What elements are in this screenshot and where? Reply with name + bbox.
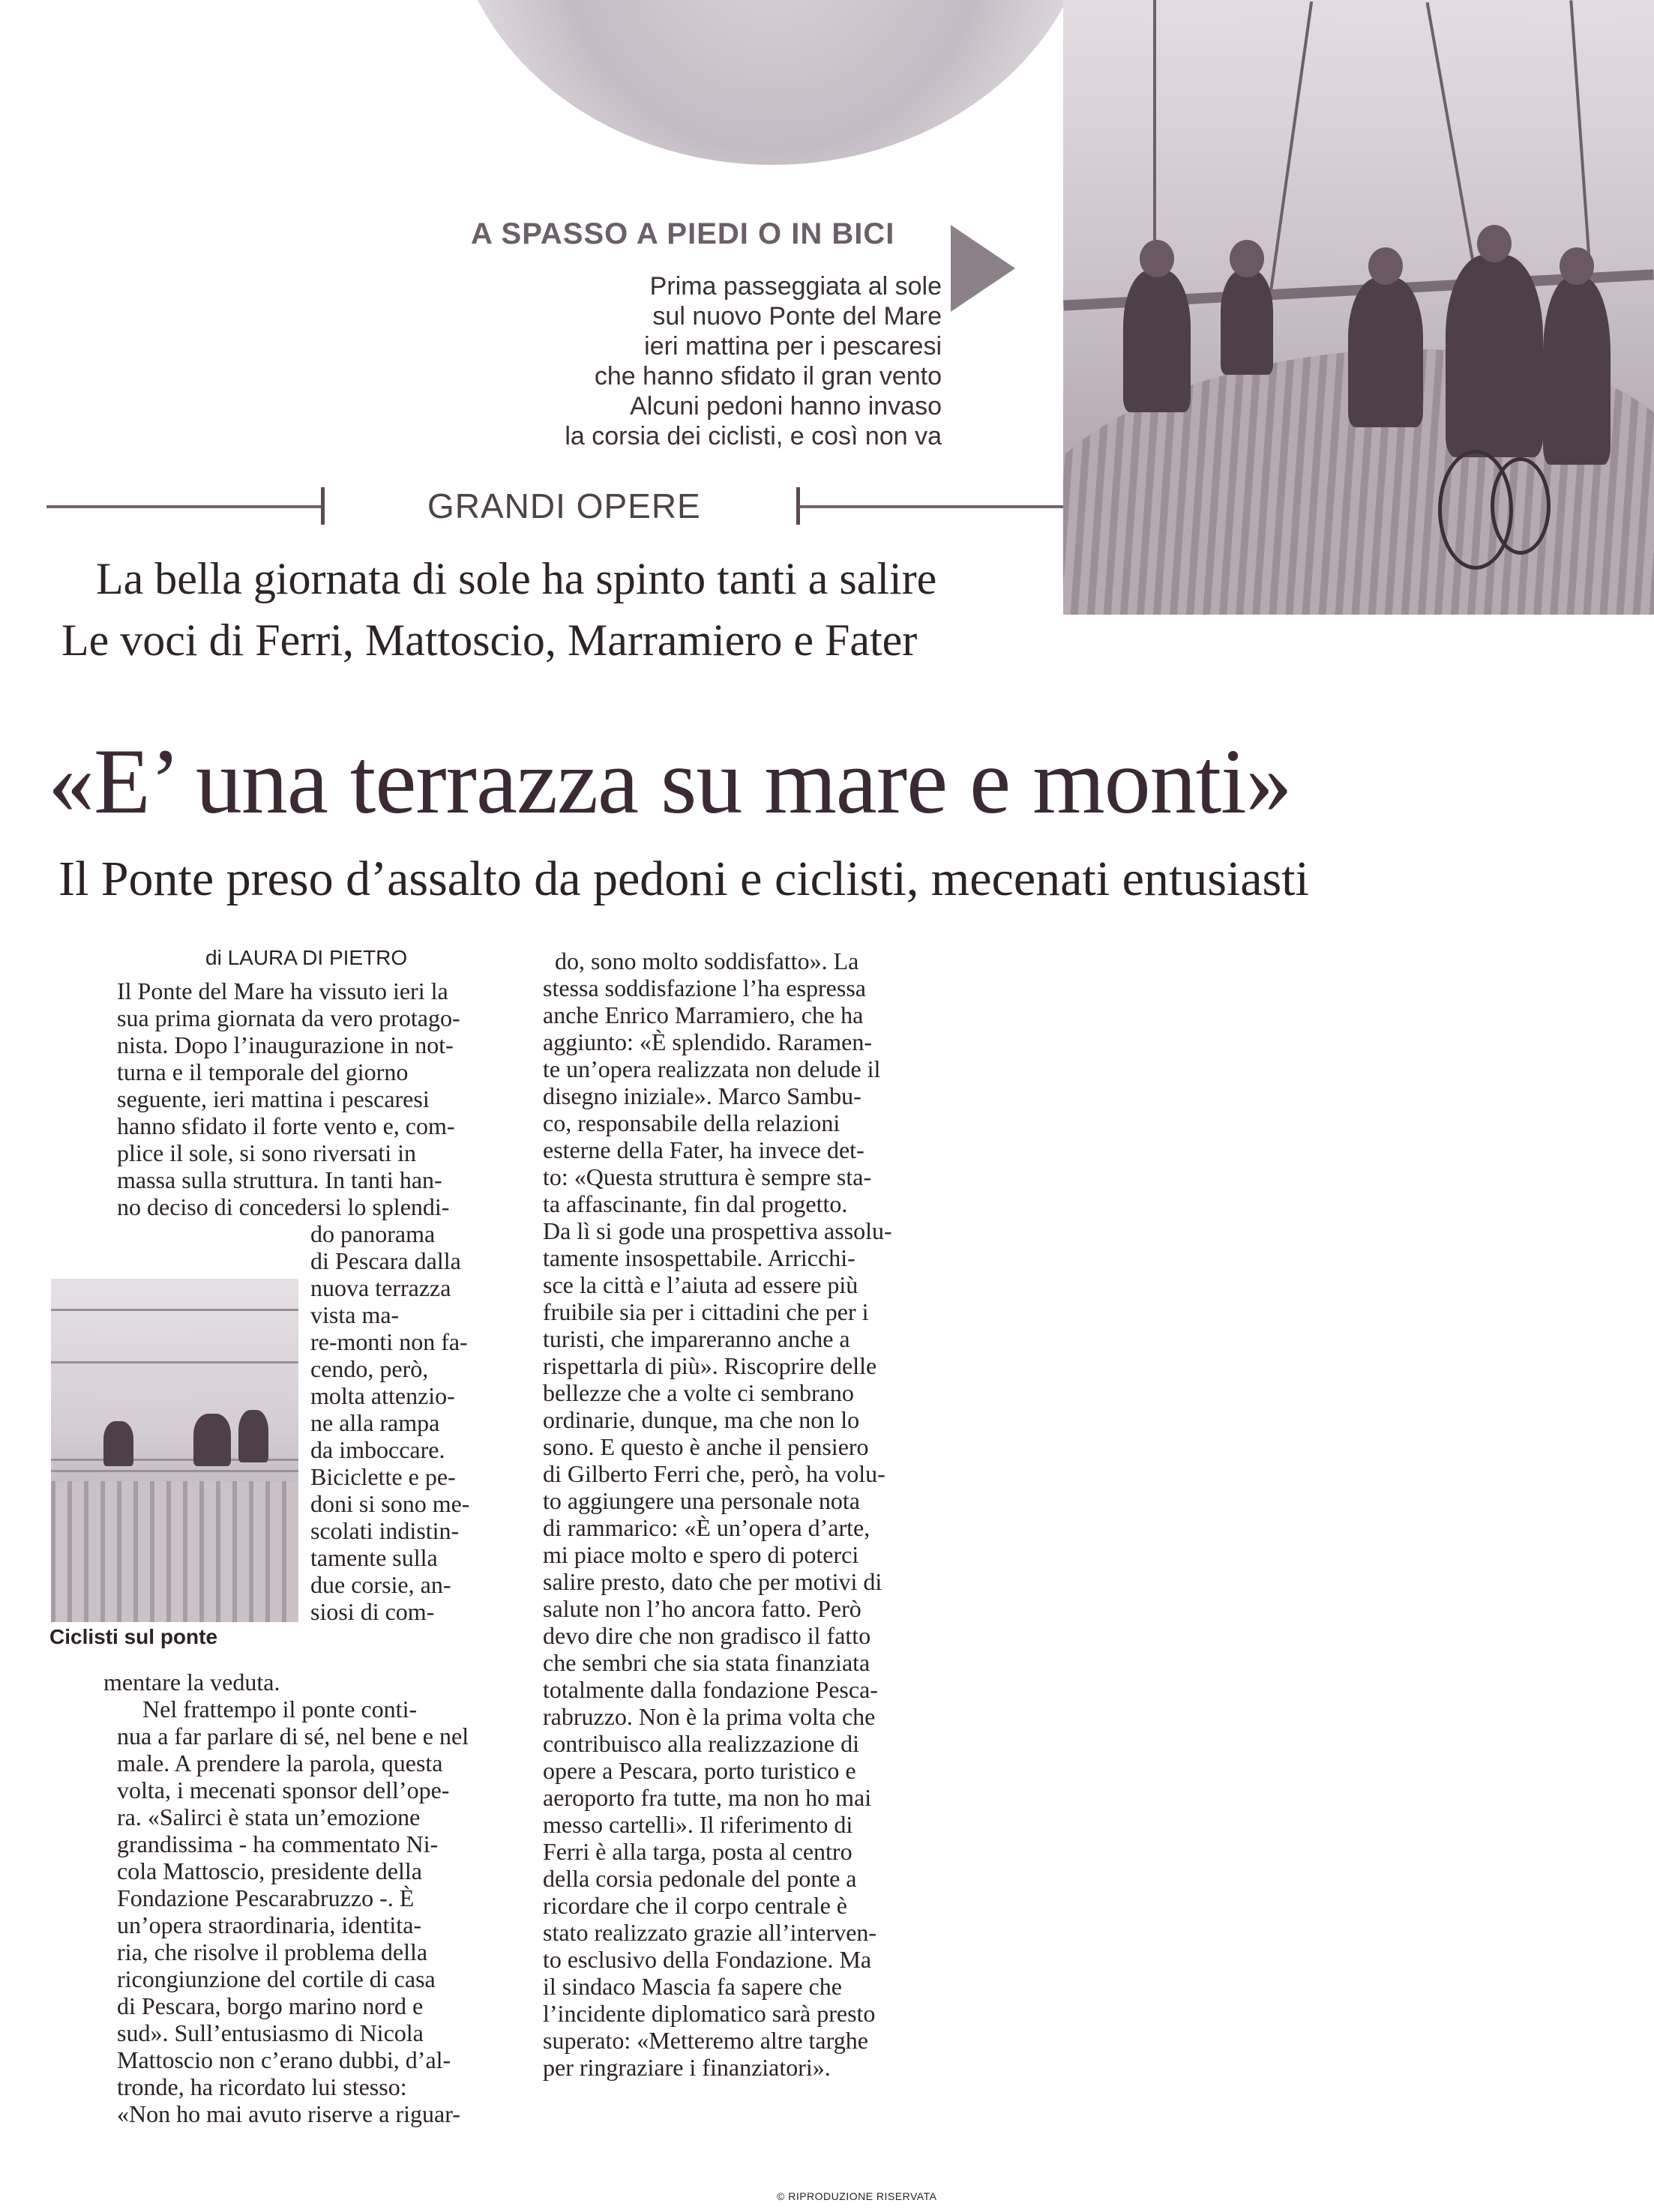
body-line: cendo, però,	[310, 1355, 429, 1382]
body-line: «Non ho mai avuto riserve a riguar-	[117, 2100, 460, 2127]
body-line: cola Mattoscio, presidente della	[117, 1857, 422, 1884]
body-line: doni si sono me-	[310, 1490, 470, 1517]
body-line: ne alla rampa	[310, 1409, 440, 1436]
caption-line: Prima passeggiata al sole	[649, 272, 942, 301]
body-line: sud». Sull’entusiasmo di Nicola	[117, 2019, 424, 2046]
body-line: Mattoscio non c’erano dubbi, d’al-	[117, 2046, 451, 2073]
photo-caption	[555, 271, 942, 451]
section-rule-left	[46, 505, 324, 508]
body-line: totalmente dalla fondazione Pesca-	[543, 1676, 878, 1703]
body-line: plice il sole, si sono riversati in	[117, 1139, 417, 1166]
body-line: di Pescara, borgo marino nord e	[117, 1992, 424, 2019]
caption-line: che hanno sfidato il gran vento	[594, 362, 942, 391]
body-line: aggiunto: «È splendido. Raramen-	[543, 1028, 873, 1055]
body-line: sua prima giornata da vero protago-	[117, 1004, 460, 1031]
subheadline: Il Ponte preso d’assalto da pedoni e ciclisti, mecenati entusiasti	[58, 852, 1309, 906]
body-line: salire presto, dato che per motivi di	[543, 1568, 882, 1595]
small-photo-caption: Ciclisti sul ponte	[49, 1625, 218, 1648]
body-line: Nel frattempo il ponte conti-	[142, 1696, 418, 1723]
body-line: l’incidente diplomatico sarà presto	[543, 2000, 876, 2027]
body-line: grandissima - ha commentato Ni-	[117, 1830, 439, 1857]
body-line: molta attenzio-	[310, 1382, 455, 1409]
body-line: anche Enrico Marramiero, che ha	[543, 1001, 864, 1028]
body-line: no deciso di concedersi lo splendi-	[117, 1193, 450, 1220]
body-line: mi piace molto e spero di poterci	[543, 1541, 859, 1568]
body-line: fruibile sia per i cittadini che per i	[543, 1298, 869, 1325]
body-line: re-monti non fa-	[310, 1328, 468, 1355]
body-line: male. A prendere la parola, questa	[117, 1750, 443, 1776]
body-line: seguente, ieri mattina i pescaresi	[117, 1085, 430, 1112]
body-line: tronde, ha ricordato lui stesso:	[117, 2073, 407, 2100]
body-line: di Pescara dalla	[310, 1247, 461, 1274]
copyright-notice: © RIPRODUZIONE RISERVATA	[777, 2190, 937, 2202]
decorative-circle-graphic	[450, 0, 1095, 165]
body-line: ricordare che il corpo centrale è	[543, 1892, 847, 1919]
body-line: siosi di com-	[310, 1598, 435, 1625]
body-line: Fondazione Pescarabruzzo -. È	[117, 1884, 415, 1911]
body-line: tamente sulla	[310, 1544, 438, 1571]
body-line: devo dire che non gradisco il fatto	[543, 1622, 871, 1649]
body-line: to esclusivo della Fondazione. Ma	[543, 1946, 872, 1973]
body-line: contribuisco alla realizzazione di	[543, 1730, 860, 1757]
body-line: ria, che risolve il problema della	[117, 1938, 428, 1965]
body-line: sono. E questo è anche il pensiero	[543, 1433, 869, 1460]
caption-line: sul nuovo Ponte del Mare	[652, 302, 942, 331]
deck-line: La bella giornata di sole ha spinto tanti a salire	[96, 554, 937, 603]
play-triangle-icon	[951, 225, 1015, 312]
body-line: di rammarico: «È un’opera d’arte,	[543, 1514, 870, 1541]
caption-line: la corsia dei ciclisti, e così non va	[565, 422, 942, 450]
body-line: ricongiunzione del cortile di casa	[117, 1965, 436, 1992]
body-line: da imboccare.	[310, 1436, 445, 1463]
body-line: Biciclette e pe-	[310, 1463, 456, 1490]
body-line: turisti, che impareranno anche a	[543, 1325, 850, 1352]
body-line: volta, i mecenati sponsor dell’ope-	[117, 1776, 450, 1803]
body-line: disegno iniziale». Marco Sambu-	[543, 1082, 861, 1109]
body-line: per ringraziare i finanziatori».	[543, 2054, 831, 2081]
body-line: ta affascinante, fin dal progetto.	[543, 1190, 848, 1217]
body-line: della corsia pedonale del ponte a	[543, 1865, 857, 1892]
body-line: salute non l’ho ancora fatto. Però	[543, 1595, 861, 1622]
body-line: scolati indistin-	[310, 1517, 460, 1544]
section-rule-tick	[321, 487, 325, 525]
body-line: due corsie, an-	[310, 1571, 451, 1598]
body-line: vista ma-	[310, 1301, 400, 1328]
body-line: turna e il temporale del giorno	[117, 1058, 409, 1085]
body-line: superato: «Metteremo altre targhe	[543, 2027, 868, 2054]
body-line: nista. Dopo l’inaugurazione in not-	[117, 1031, 454, 1058]
body-line: Il Ponte del Mare ha vissuto ieri la	[117, 977, 448, 1004]
body-line: ordinarie, dunque, ma che non lo	[543, 1406, 860, 1433]
body-line: to aggiungere una personale nota	[543, 1487, 860, 1514]
body-line: che sembri che sia stata finanziata	[543, 1649, 870, 1676]
cyclists-photo	[51, 1279, 298, 1622]
body-line: bellezze che a volte ci sembrano	[543, 1379, 854, 1406]
body-line: rispettarla di più». Riscoprire delle	[543, 1352, 877, 1379]
body-line: rabruzzo. Non è la prima volta che	[543, 1703, 876, 1730]
body-line: tamente insospettabile. Arricchi-	[543, 1244, 855, 1271]
byline: di LAURA DI PIETRO	[205, 946, 408, 969]
bridge-photo	[1063, 0, 1654, 615]
body-line: ra. «Salirci è stata un’emozione	[117, 1803, 421, 1830]
body-line: hanno sfidato il forte vento e, com-	[117, 1112, 455, 1139]
section-label: GRANDI OPERE	[427, 486, 701, 525]
body-line: aeroporto fra tutte, ma non ho mai	[543, 1784, 872, 1811]
body-line: do, sono molto soddisfatto». La	[555, 947, 859, 974]
deck-line: Le voci di Ferri, Mattoscio, Marramiero e Fater	[61, 615, 918, 665]
body-line: mentare la veduta.	[103, 1669, 280, 1696]
body-line: stessa soddisfazione l’ha espressa	[543, 974, 866, 1001]
headline: «E’ una terrazza su mare e monti»	[48, 730, 1292, 833]
section-rule-right	[799, 505, 1063, 508]
body-line: sce la città e l’aiuta ad essere più	[543, 1271, 858, 1298]
caption-line: ieri mattina per i pescaresi	[644, 332, 942, 361]
body-line: te un’opera realizzata non delude il	[543, 1055, 881, 1082]
body-line: nuova terrazza	[310, 1274, 451, 1301]
body-line: Da lì si gode una prospettiva assolu-	[543, 1217, 892, 1244]
body-line: massa sulla struttura. In tanti han-	[117, 1166, 442, 1193]
body-line: di Gilberto Ferri che, però, ha volu-	[543, 1460, 885, 1487]
body-line: esterne della Fater, ha invece det-	[543, 1136, 864, 1163]
body-line: opere a Pescara, porto turistico e	[543, 1757, 856, 1784]
body-line: messo cartelli». Il riferimento di	[543, 1811, 853, 1838]
photo-kicker: A SPASSO A PIEDI O IN BICI	[471, 217, 895, 250]
body-line: to: «Questa struttura è sempre sta-	[543, 1163, 872, 1190]
body-line: Ferri è alla targa, posta al centro	[543, 1838, 852, 1865]
caption-line: Alcuni pedoni hanno invaso	[630, 392, 942, 421]
body-line: un’opera straordinaria, identita-	[117, 1911, 422, 1938]
body-line: il sindaco Mascia fa sapere che	[543, 1973, 842, 2000]
body-line: stato realizzato grazie all’interven-	[543, 1919, 877, 1946]
body-line: do panorama	[310, 1220, 436, 1247]
body-line: co, responsabile della relazioni	[543, 1109, 840, 1136]
body-line: nua a far parlare di sé, nel bene e nel	[117, 1723, 469, 1750]
